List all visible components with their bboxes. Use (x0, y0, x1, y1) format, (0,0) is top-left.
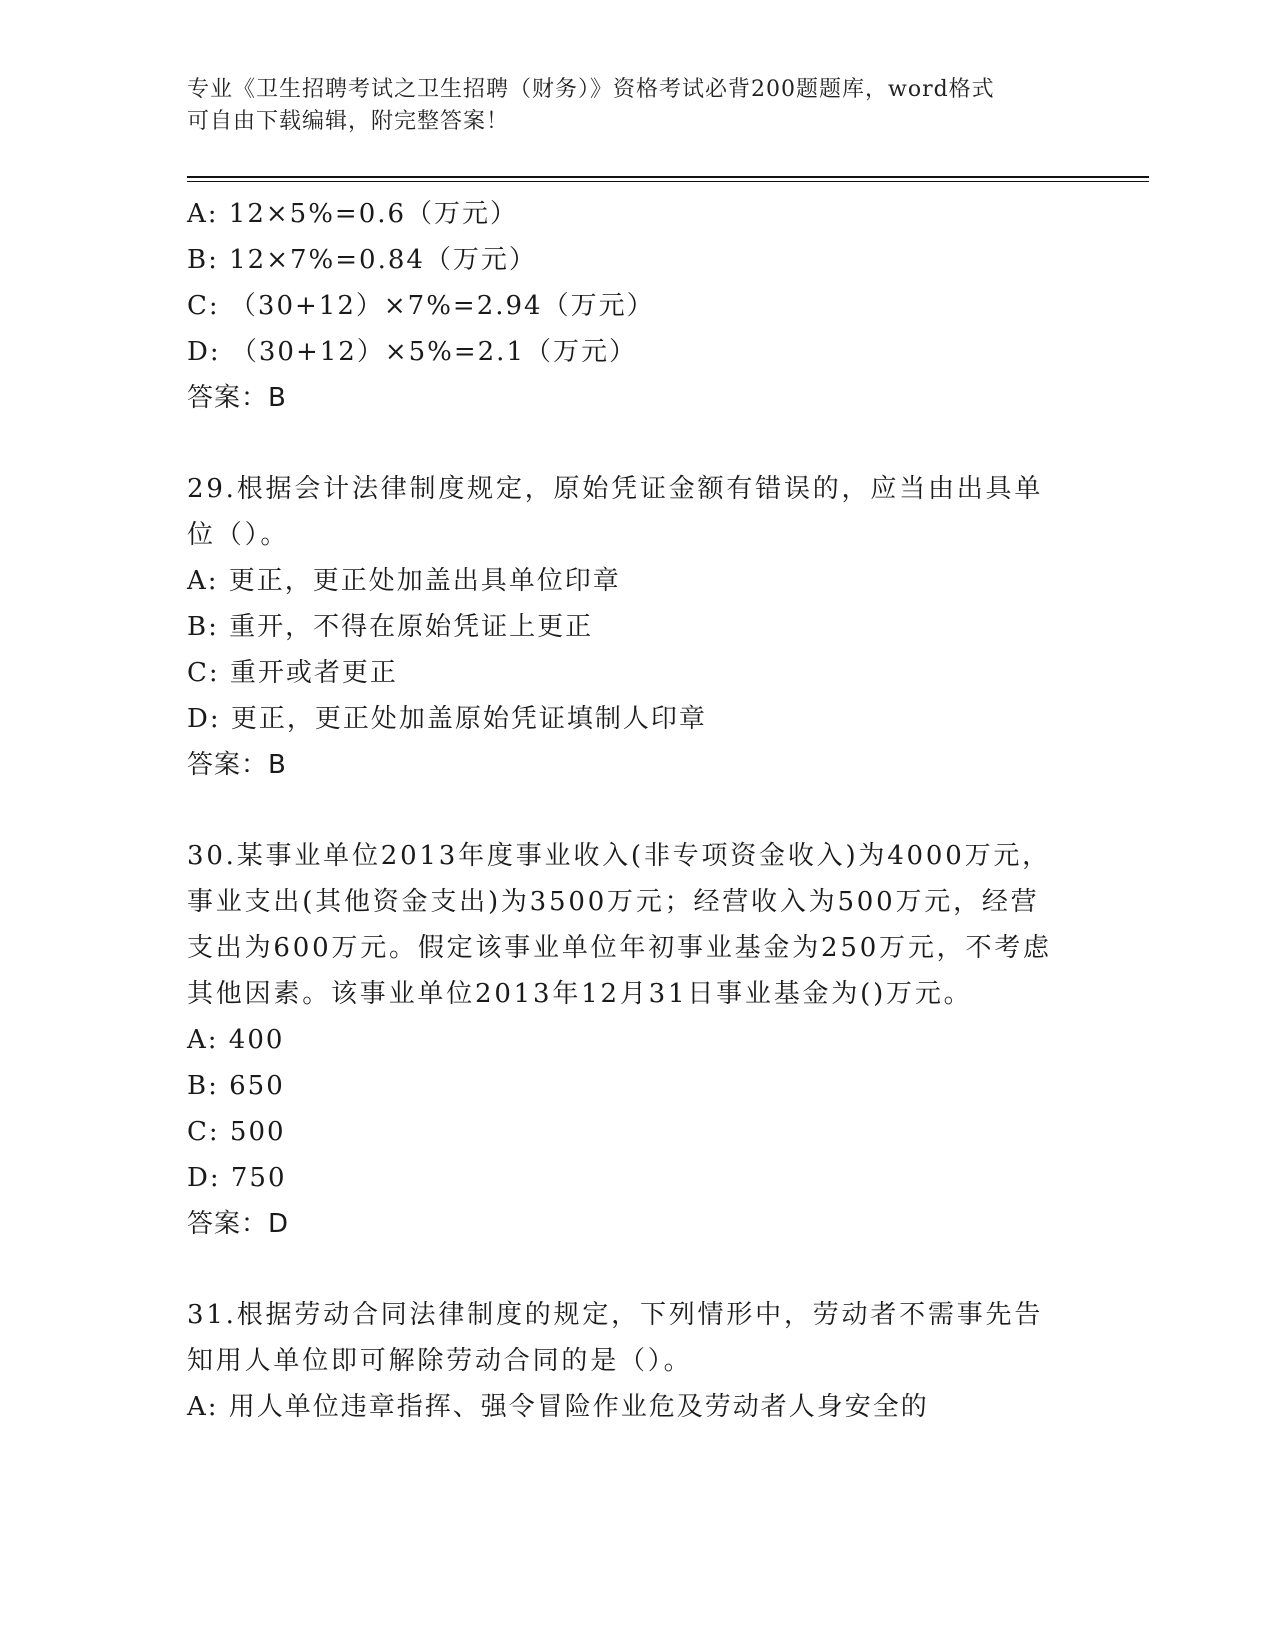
option-a: A: 400 (187, 1025, 285, 1055)
option-c: C: （30+12）×7%=2.94（万元） (187, 291, 655, 321)
header-rule-thick (187, 176, 1149, 178)
question-28 (187, 191, 1087, 421)
document-header (187, 74, 1067, 138)
option-d: D: 750 (187, 1163, 287, 1193)
answer: 答案：B (187, 750, 287, 780)
option-d: D: （30+12）×5%=2.1（万元） (187, 337, 637, 367)
question-stem: 30.某事业单位2013年度事业收入(非专项资金收入)为4000万元，事业支出(其他资金支出)为3500万元；经营收入为500万元，经营支出为600万元。假定该事业单位年初事业基金为250万元，不考虑其他因素。该事业单位2013年12月31日事业基金为()万元。 (187, 841, 1052, 1009)
spacer (187, 421, 1087, 466)
spacer (187, 788, 1087, 833)
option-c: C: 重开或者更正 (187, 658, 398, 688)
question-stem: 29.根据会计法律制度规定，原始凭证金额有错误的，应当由出具单位（）。 (187, 474, 1044, 550)
option-a: A: 更正，更正处加盖出具单位印章 (187, 566, 621, 596)
question-29 (187, 466, 1087, 788)
header-rule-thin (187, 181, 1149, 182)
option-a: A: 用人单位违章指挥、强令冒险作业危及劳动者人身安全的 (187, 1392, 929, 1422)
answer: 答案：B (187, 383, 287, 413)
spacer (187, 1247, 1087, 1292)
answer: 答案：D (187, 1209, 290, 1239)
question-list (187, 191, 1087, 1430)
option-b: B: 12×7%=0.84（万元） (187, 245, 537, 275)
question-stem: 31.根据劳动合同法律制度的规定，下列情形中，劳动者不需事先告知用人单位即可解除劳动合同的是（）。 (187, 1300, 1044, 1376)
header-line-1: 专业《卫生招聘考试之卫生招聘（财务）》资格考试必背200题题库，word格式 (187, 77, 995, 102)
option-d: D: 更正，更正处加盖原始凭证填制人印章 (187, 704, 707, 734)
header-line-2: 可自由下载编辑，附完整答案！ (187, 109, 510, 134)
option-b: B: 重开，不得在原始凭证上更正 (187, 612, 594, 642)
option-c: C: 500 (187, 1117, 286, 1147)
question-30 (187, 833, 1087, 1247)
question-31 (187, 1292, 1087, 1430)
option-a: A: 12×5%=0.6（万元） (187, 199, 519, 229)
option-b: B: 650 (187, 1071, 285, 1101)
